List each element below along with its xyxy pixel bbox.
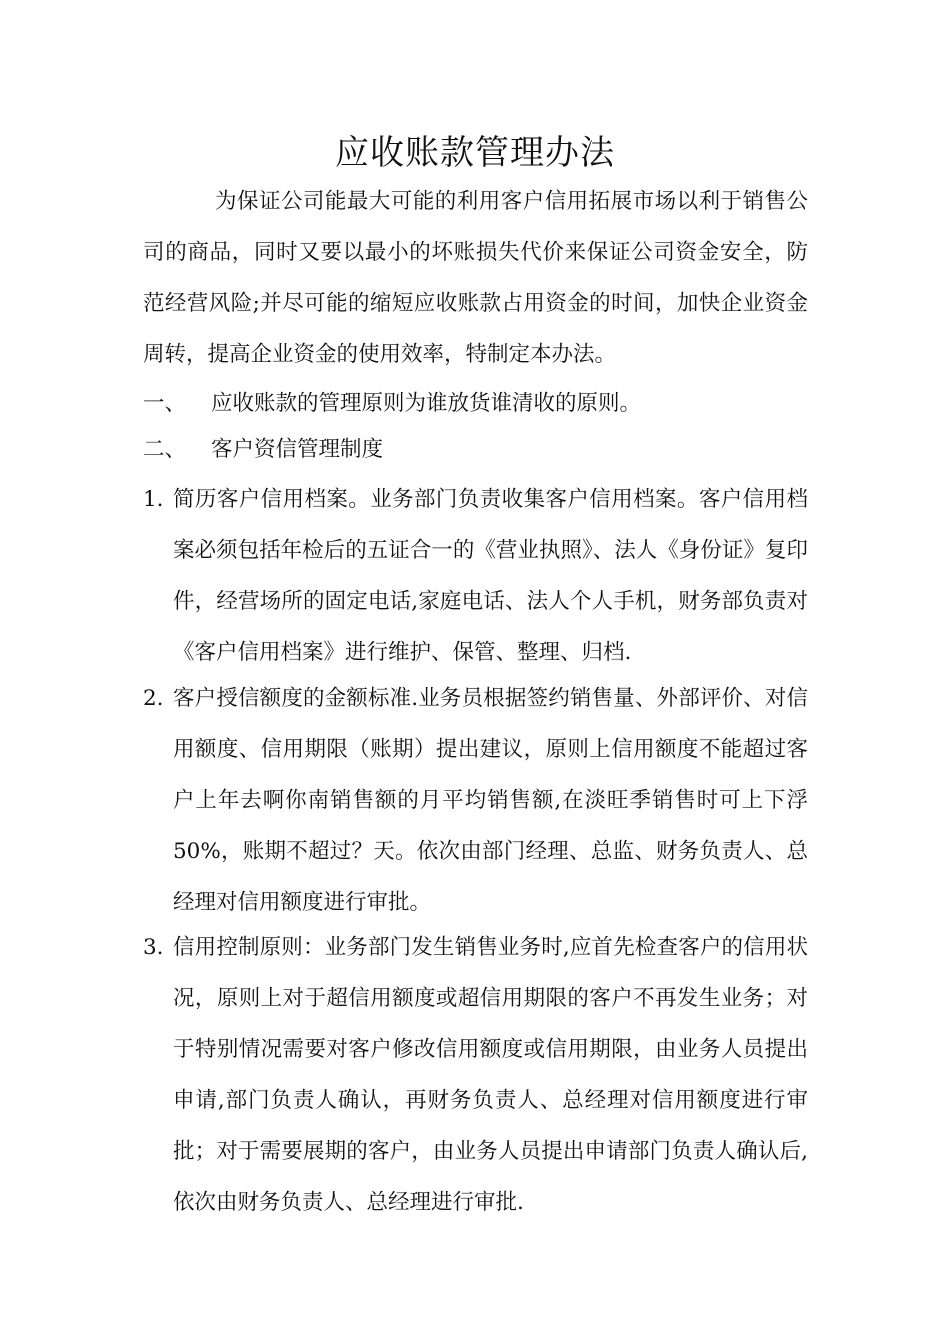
section-text: 客户资信管理制度: [211, 437, 384, 462]
list-item-number: 2.: [143, 686, 164, 711]
section-heading-2: [143, 424, 383, 475]
list-item-number: 3.: [143, 935, 164, 960]
list-item-number: 1.: [143, 487, 164, 512]
list-item-text: 信用控制原则：业务部门发生销售业务时,应首先检查客户的信用状况，原则上对于超信用额度或超信用期限的客户不再发生业务；对于特别情况需要对客户修改信用额度或信用期限，由业务人员提出申请,部门负责人确认，再财务负责人、总经理对信用额度进行审批；对于需要展期的客户，由业务人员提出申请部门负责人确认后,依次由财务负责人、总经理进行审批.: [173, 935, 808, 1215]
section-number: 二、: [143, 437, 187, 462]
list-item-1: [143, 474, 808, 678]
list-item-3: [143, 922, 808, 1228]
list-item-text: 客户授信额度的金额标准.业务员根据签约销售量、外部评价、对信用额度、信用期限（账期）提出建议，原则上信用额度不能超过客户上年去啊你南销售额的月平均销售额,在淡旺季销售时可上下浮50%，账期不超过？天。依次由部门经理、总监、财务负责人、总经理对信用额度进行审批。: [173, 686, 808, 915]
section-heading-1: [143, 378, 641, 429]
list-item-2: [143, 673, 808, 928]
section-text: 应收账款的管理原则为谁放货谁清收的原则。: [211, 391, 642, 416]
intro-paragraph: 为保证公司能最大可能的利用客户信用拓展市场以利于销售公司的商品，同时又要以最小的坏账损失代价来保证公司资金安全，防范经营风险;并尽可能的缩短应收账款占用资金的时间，加快企业资金周转，提高企业资金的使用效率，特制定本办法。: [143, 189, 808, 367]
section-number: 一、: [143, 391, 187, 416]
document-title: 应收账款管理办法: [335, 133, 615, 173]
list-item-text: 简历客户信用档案。业务部门负责收集客户信用档案。客户信用档案必须包括年检后的五证合一的《营业执照》、法人《身份证》复印件，经营场所的固定电话,家庭电话、法人个人手机，财务部负责对《客户信用档案》进行维护、保管、整理、归档.: [173, 487, 808, 665]
